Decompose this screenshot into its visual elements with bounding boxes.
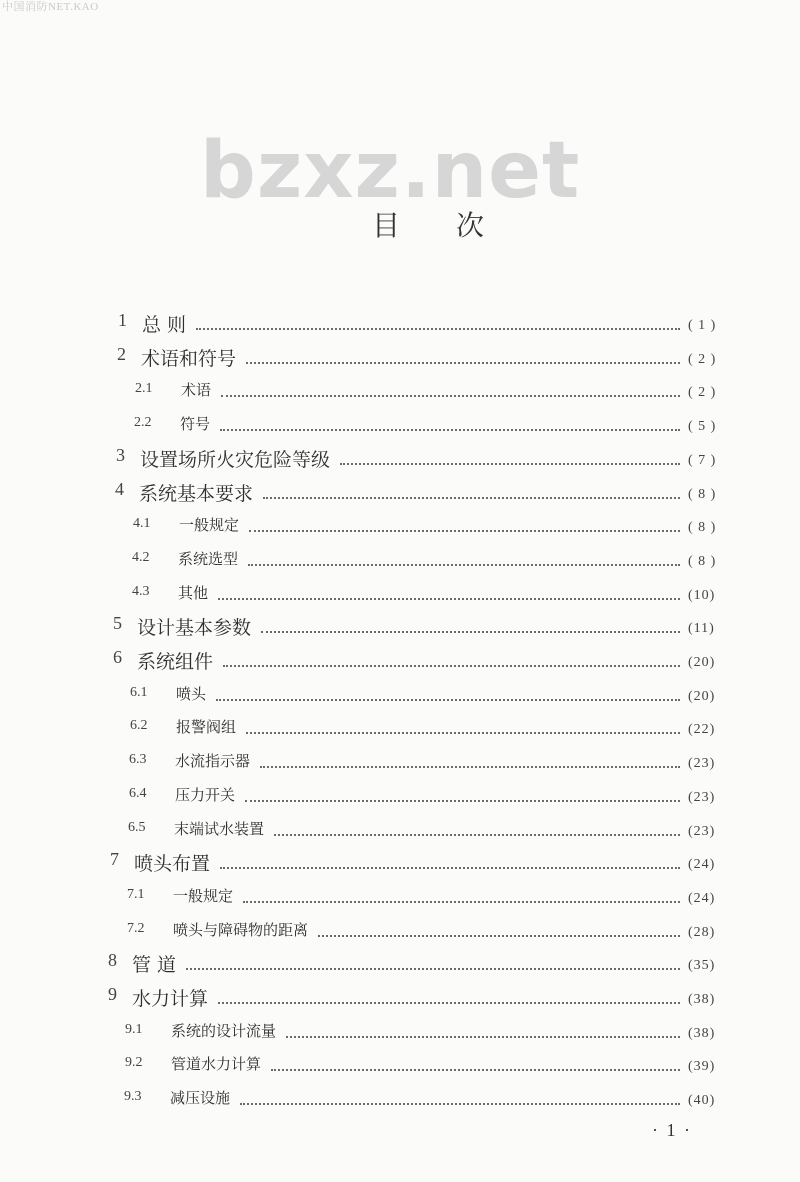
toc-leader-dots <box>263 485 680 499</box>
toc-entry-page: (10) <box>688 587 716 603</box>
toc-entry-page: (24) <box>688 857 716 873</box>
toc-entry-page: (24) <box>688 890 716 906</box>
toc-entry-title: 喷头布置 <box>134 853 211 876</box>
toc-entry-number: 5 <box>113 613 122 634</box>
toc-leader-dots <box>246 720 680 734</box>
toc-entry-number: 7.1 <box>127 886 145 902</box>
toc-leader-dots <box>186 956 680 970</box>
toc-entry <box>0 344 800 370</box>
toc-leader-dots <box>220 417 680 431</box>
toc-entry-page: ( 7 ) <box>688 452 717 468</box>
toc-entry-title: 管道水力计算 <box>171 1055 262 1074</box>
toc-entry-title: 喷头 <box>176 684 207 703</box>
toc-entry-number: 6.4 <box>129 785 147 801</box>
toc-entry <box>0 681 800 707</box>
toc-entry-page: (23) <box>688 823 716 839</box>
toc-leader-dots <box>274 822 680 836</box>
toc-entry-number: 4 <box>115 478 124 499</box>
toc-entry-page: (40) <box>688 1093 716 1109</box>
toc-entry-number: 7 <box>110 849 119 870</box>
toc-entry <box>0 479 800 505</box>
toc-leader-dots <box>271 1057 680 1071</box>
toc-entry-number: 9.1 <box>125 1021 143 1037</box>
toc-entry-title: 水流指示器 <box>175 752 251 771</box>
toc-entry-title: 其他 <box>178 583 209 602</box>
toc-leader-dots <box>220 855 680 869</box>
toc-entry-number: 6.5 <box>128 819 146 835</box>
toc-leader-dots <box>223 653 680 667</box>
toc-leader-dots <box>218 990 680 1004</box>
toc-entry-title: 压力开关 <box>175 785 236 804</box>
toc-entry <box>0 714 800 740</box>
toc-entry-number: 6.3 <box>129 752 147 768</box>
toc-entry-page: ( 2 ) <box>688 385 717 401</box>
toc-entry-title: 系统的设计流量 <box>171 1021 277 1040</box>
toc-entry-title: 设置场所火灾危险等级 <box>140 448 331 471</box>
toc-entry-number: 2.1 <box>135 381 153 397</box>
toc-entry-title: 一般规定 <box>179 516 240 535</box>
toc-leader-dots <box>245 788 680 802</box>
toc-leader-dots <box>318 923 680 937</box>
footer-page-number: · 1 · <box>652 1120 692 1140</box>
toc-entry <box>0 580 800 606</box>
toc-leader-dots <box>196 316 680 330</box>
toc-entry <box>0 1051 800 1077</box>
toc-entry <box>0 883 800 909</box>
toc-entry <box>0 782 800 808</box>
toc-entry <box>0 310 800 336</box>
toc-entry <box>0 411 800 437</box>
toc-entry-number: 6 <box>113 647 122 667</box>
toc-leader-dots <box>240 1091 680 1105</box>
toc-entry <box>0 377 800 403</box>
toc-entry <box>0 816 800 842</box>
toc-entry-page: (20) <box>688 655 716 670</box>
toc-entry-title: 术语和符号 <box>141 347 237 370</box>
toc-entry-page: (39) <box>688 1059 716 1075</box>
toc-entry-title: 系统基本要求 <box>139 482 254 505</box>
toc-entry-page: ( 5 ) <box>688 419 717 435</box>
page-title: 目次 <box>372 209 541 242</box>
toc-entry-title: 一般规定 <box>173 886 234 905</box>
toc-entry-page: (38) <box>688 992 716 1007</box>
toc-entry <box>0 445 800 471</box>
toc-leader-dots <box>249 518 680 532</box>
toc-entry <box>0 546 800 572</box>
toc-entry-number: 1 <box>118 310 127 330</box>
toc-leader-dots <box>243 889 680 903</box>
toc-entry-page: ( 8 ) <box>688 486 717 502</box>
toc-entry-title: 符号 <box>180 415 211 434</box>
toc-leader-dots <box>218 586 680 600</box>
toc-entry-number: 6.2 <box>130 718 148 734</box>
toc-leader-dots <box>340 451 680 465</box>
toc-entry-number: 9.3 <box>124 1089 142 1105</box>
toc-entry <box>0 950 800 976</box>
toc-entry-page: ( 8 ) <box>688 520 717 536</box>
toc-entry <box>0 512 800 538</box>
toc-leader-dots <box>260 754 680 768</box>
toc-entry <box>0 984 800 1010</box>
toc-entry-title: 系统组件 <box>137 651 214 673</box>
toc-leader-dots <box>261 619 680 633</box>
toc-entry-page: (35) <box>688 958 716 974</box>
toc-leader-dots <box>246 350 680 364</box>
toc-entry-title: 减压设施 <box>170 1089 231 1108</box>
toc-entry-number: 2 <box>117 343 126 364</box>
toc-entry-title: 喷头与障碍物的距离 <box>173 920 309 939</box>
toc-entry-page: (22) <box>688 722 716 738</box>
toc-entry-page: (28) <box>688 924 716 940</box>
toc-entry <box>0 917 800 943</box>
toc-entry-page: (38) <box>688 1025 716 1041</box>
toc-entry-number: 6.1 <box>130 684 148 700</box>
toc-entry-number: 9 <box>108 984 117 1004</box>
toc-leader-dots <box>221 383 680 397</box>
toc-entry-page: (11) <box>688 621 715 637</box>
toc-entry-number: 4.3 <box>132 583 150 599</box>
toc-leader-dots <box>248 552 680 566</box>
toc-entry <box>0 849 800 875</box>
toc-entry-number: 2.2 <box>134 415 152 431</box>
toc-entry-title: 报警阀组 <box>176 718 237 737</box>
toc-entry-page: ( 1 ) <box>688 318 717 333</box>
watermark: bzxz.net <box>200 126 581 216</box>
toc-leader-dots <box>286 1024 680 1038</box>
toc-entry-title: 水力计算 <box>132 988 209 1010</box>
toc-entry-number: 4.2 <box>132 549 150 565</box>
toc-entry-title: 系统选型 <box>178 549 239 568</box>
header-mark: 中国消防NET.KAO <box>2 1 99 13</box>
toc-entry <box>0 613 800 639</box>
toc-entry-page: (23) <box>688 789 716 805</box>
toc-entry <box>0 647 800 673</box>
toc-entry-page: (23) <box>688 756 716 772</box>
toc-entry-title: 管 道 <box>132 954 177 977</box>
toc-entry <box>0 1085 800 1111</box>
toc-entry-title: 设计基本参数 <box>137 617 252 640</box>
toc-entry-number: 9.2 <box>125 1055 143 1071</box>
toc-entry-number: 4.1 <box>133 516 151 532</box>
toc-entry-page: ( 2 ) <box>688 351 717 367</box>
toc-entry-page: ( 8 ) <box>688 553 717 569</box>
toc-entry <box>0 748 800 774</box>
toc-entry-number: 8 <box>108 950 117 971</box>
toc-entry-title: 末端试水装置 <box>174 819 265 838</box>
toc-entry-page: (20) <box>688 688 716 704</box>
toc-entry-title: 术语 <box>181 381 212 400</box>
toc-entry <box>0 1018 800 1044</box>
toc-entry-title: 总 则 <box>142 314 187 336</box>
toc-leader-dots <box>216 687 680 701</box>
toc-entry-number: 7.2 <box>127 920 145 936</box>
toc-entry-number: 3 <box>116 444 125 465</box>
